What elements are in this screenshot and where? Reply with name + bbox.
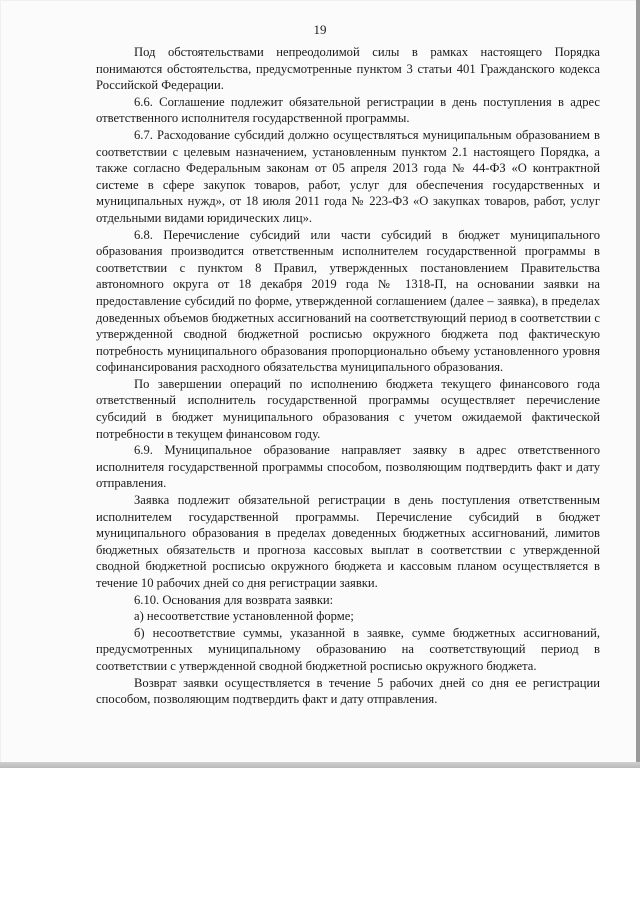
page-number: 19: [313, 22, 327, 37]
scan-edge-right: [636, 0, 640, 768]
paragraph-6-6: 6.6. Соглашение подлежит обязательной регистрации в день поступления в адрес ответственного исполнителя государственной программы.: [96, 94, 600, 126]
paragraph-year-end-transfer: По завершении операций по исполнению бюджета текущего финансового года ответственный исполнитель государственной программы осуществляет перечисление субсидий в бюджет муниципального образования с учетом ожидаемой фактической потребности в текущем финансовом году.: [96, 376, 600, 441]
paragraph-6-10: 6.10. Основания для возврата заявки:: [134, 592, 334, 607]
paragraph-force-majeure: Под обстоятельствами непреодолимой силы в рамках настоящего Порядка понимаются обстоятельства, предусмотренные пунктом 3 статьи 401 Гражданского кодекса Российской Федерации.: [96, 45, 600, 93]
paragraph-return-term: Возврат заявки осуществляется в течение 5 рабочих дней со дня ее регистрации способом, позволяющим подтвердить факт и дату отправления.: [96, 675, 600, 707]
paragraph-application-registration: Заявка подлежит обязательной регистрации в день поступления ответственным исполнителем государственной программы. Перечисление субсидий в бюджет муниципального образования в пределах доведенных бюджетных ассигнований, лимитов бюджетных обязательств и прогноза кассовых выплат в соответствии с утвержденной сводной бюджетной росписью окружного бюджета и кассовым планом осуществляется в течение 10 рабочих дней со дня регистрации заявки.: [96, 493, 600, 590]
paragraph-6-7: 6.7. Расходование субсидий должно осуществляться муниципальным образованием в соответствии с целевым назначением, установленным пунктом 2.1 настоящего Порядка, а также согласно Федеральным законам от 05 апреля 2013 года № 44-ФЗ «О контрактной системе в сфере закупок товаров, работ, услуг для обеспечения государственных и муниципальных нужд», от 18 июля 2011 года № 223-ФЗ «О закупках товаров, работ, услуг отдельными видами юридических лиц».: [96, 127, 600, 225]
paragraph-6-8: 6.8. Перечисление субсидий или части субсидий в бюджет муниципального образования производится ответственным исполнителем государственной программы в соответствии с пунктом 8 Правил, утвержденных постановлением Правительства автономного округа от 18 декабря 2019 года № 1318-П, на основании заявки на предоставление субсидий по форме, утвержденной соглашением (далее – заявка), в пределах доведенных объемов бюджетных ассигнований на соответствующий период в соответствии с утвержденной сводной бюджетной росписью окружного бюджета под фактическую потребность муниципального образования пропорционально объему установленного уровня софинансирования расходного обязательства муниципального образования.: [96, 227, 600, 375]
paragraph-6-9: 6.9. Муниципальное образование направляет заявку в адрес ответственного исполнителя государственной программы способом, позволяющим подтвердить факт и дату отправления.: [96, 443, 600, 491]
list-item-a: а) несоответствие установленной форме;: [134, 609, 354, 624]
scan-edge-bottom: [0, 762, 640, 768]
list-item-b: б) несоответствие суммы, указанной в заявке, сумме бюджетных ассигнований, предусмотренных муниципальному образованию на соответствующий период в соответствии с утвержденной сводной бюджетной росписью окружного бюджета.: [96, 625, 600, 673]
document-body: [96, 44, 600, 708]
